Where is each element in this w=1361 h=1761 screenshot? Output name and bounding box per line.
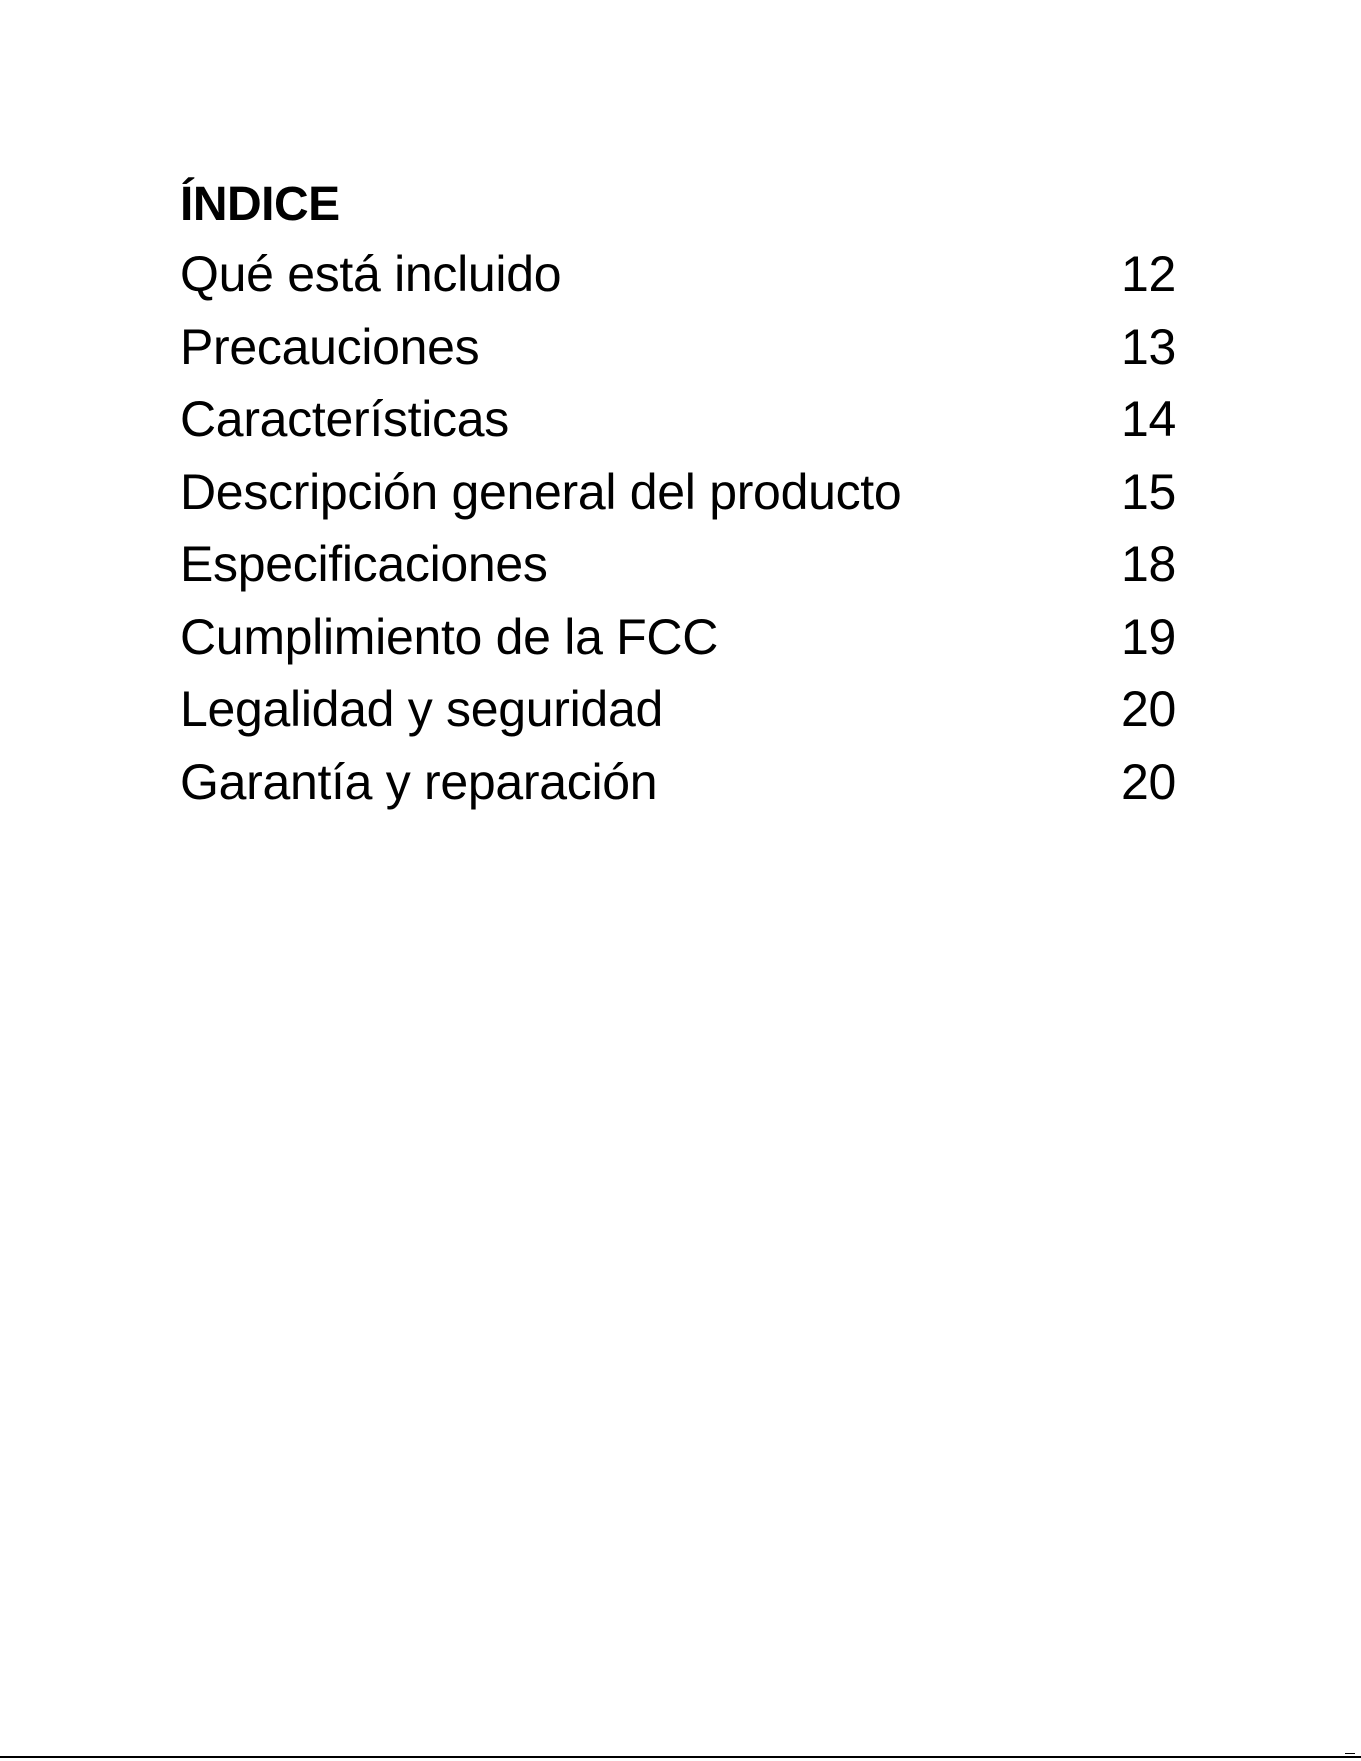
toc-entry-label: Características: [180, 391, 509, 447]
toc-entry-label: Especificaciones: [180, 536, 548, 592]
toc-entry-page: 12: [1120, 246, 1176, 302]
toc-entry-page: 20: [1120, 681, 1176, 737]
toc-list: [180, 238, 1176, 818]
table-of-contents: [180, 172, 1176, 818]
toc-entry-label: Descripción general del producto: [180, 463, 902, 520]
toc-entry-page: 13: [1120, 318, 1176, 375]
toc-title: ÍNDICE: [180, 178, 340, 231]
toc-entry-label: Cumplimiento de la FCC: [180, 608, 719, 665]
toc-entry-especificaciones: [180, 528, 1176, 601]
toc-entry-legalidad-seguridad: [180, 673, 1176, 746]
page-bottom-rule: [0, 1756, 1361, 1758]
toc-entry-caracteristicas: [180, 383, 1176, 456]
toc-entry-page: 18: [1120, 536, 1176, 592]
toc-entry-label: Precauciones: [180, 318, 480, 375]
toc-entry-page: 19: [1120, 608, 1176, 665]
toc-entry-label: Qué está incluido: [180, 246, 562, 302]
toc-entry-label: Garantía y reparación: [180, 753, 658, 810]
toc-entry-cumplimiento-fcc: [180, 601, 1176, 674]
toc-entry-page: 20: [1120, 753, 1176, 810]
toc-entry-que-esta-incluido: [180, 238, 1176, 311]
toc-entry-garantia-reparacion: [180, 746, 1176, 819]
toc-entry-page: 15: [1120, 463, 1176, 520]
toc-entry-precauciones: [180, 311, 1176, 384]
page-corner-mark: [1345, 1753, 1355, 1754]
toc-entry-label: Legalidad y seguridad: [180, 681, 663, 737]
toc-entry-descripcion-general: [180, 456, 1176, 529]
toc-entry-page: 14: [1120, 391, 1176, 447]
